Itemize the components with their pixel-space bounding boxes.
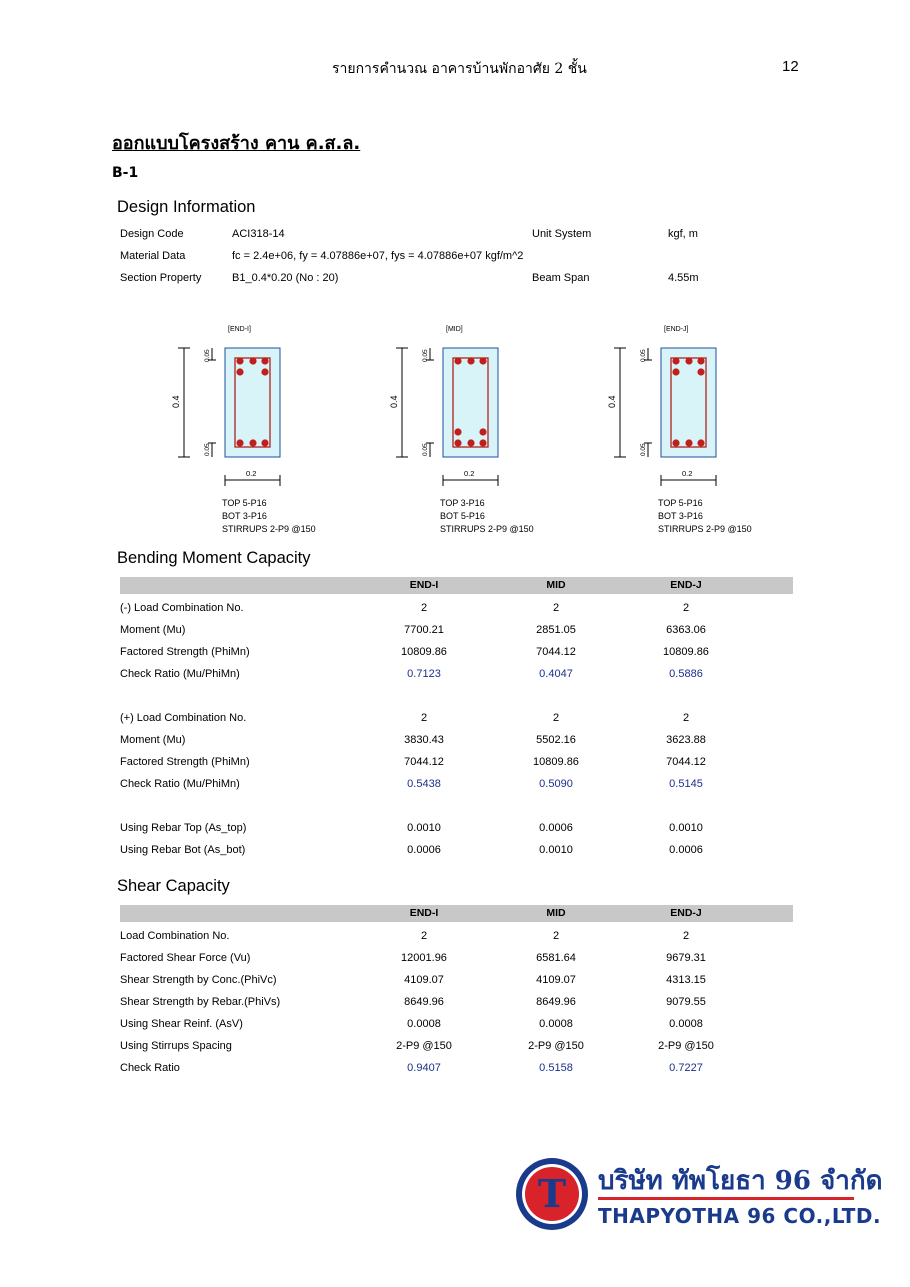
table-row [120, 729, 793, 751]
row-label: (-) Load Combination No. [120, 602, 244, 614]
top-rebar-text: TOP 3-P16 [440, 498, 485, 508]
cell-value: 2 [552, 602, 560, 614]
cell-value: 0.5438 [407, 778, 441, 790]
row-label: Load Combination No. [120, 930, 230, 942]
bottom-rebar-text: BOT 3-P16 [222, 511, 267, 521]
row-label: Shear Strength by Conc.(PhiVc) [120, 974, 277, 986]
bottom-rebar [672, 439, 679, 446]
top-rebar [672, 368, 679, 375]
top-rebar-text: TOP 5-P16 [658, 498, 703, 508]
cell-value: 0.5090 [539, 778, 573, 790]
height-label: 0.4 [171, 395, 181, 408]
cell-value: 0.0010 [407, 822, 441, 834]
unit-system-value: kgf, m [668, 228, 698, 240]
height-label: 0.4 [389, 395, 399, 408]
row-label: Moment (Mu) [120, 624, 186, 636]
stirrups-text: STIRRUPS 2-P9 @150 [222, 524, 316, 534]
cell-value: 9079.55 [666, 996, 706, 1008]
cell-value: 2 [552, 930, 560, 942]
cover-bottom-label: 0.05 [422, 443, 429, 456]
cell-value: 0.7227 [669, 1062, 703, 1074]
cell-value: 2 [420, 930, 428, 942]
cell-value: 0.0010 [539, 844, 573, 856]
cell-value: 3830.43 [404, 734, 444, 746]
row-label: Shear Strength by Rebar.(PhiVs) [120, 996, 281, 1008]
section-property-label: Section Property [120, 272, 202, 284]
bending-table-header [120, 577, 793, 594]
cell-value: 4109.07 [536, 974, 576, 986]
beam-section-diagram [389, 320, 592, 535]
cell-value: 4109.07 [404, 974, 444, 986]
cell-value: 6581.64 [536, 952, 576, 964]
cell-value: 12001.96 [401, 952, 447, 964]
cell-value: 2 [682, 602, 690, 614]
cover-top-label: 0.05 [204, 349, 211, 362]
bending-table [120, 577, 793, 861]
height-label: 0.4 [607, 395, 617, 408]
table-row [120, 925, 793, 947]
cell-value: 2851.05 [536, 624, 576, 636]
company-name-thai: บริษัท ทัพโยธา 96 จำกัด [598, 1166, 883, 1196]
cell-value: 10809.86 [663, 646, 709, 658]
cell-value: 2-P9 @150 [396, 1040, 452, 1052]
cell-value: 0.5886 [669, 668, 703, 680]
row-label: Check Ratio [120, 1062, 180, 1074]
cell-value: 0.5158 [539, 1062, 573, 1074]
logo-divider [598, 1197, 854, 1200]
bottom-rebar [697, 439, 704, 446]
design-info-heading: Design Information [117, 198, 256, 216]
top-rebar [672, 357, 679, 364]
col-end-i: END-I [409, 579, 439, 591]
cell-value: 2 [420, 712, 428, 724]
document-title: รายการคำนวณ อาคารบ้านพักอาศัย 2 ชั้น [332, 61, 587, 77]
col-end-j: END-J [670, 907, 702, 919]
cell-value: 2-P9 @150 [658, 1040, 714, 1052]
beam-span-label: Beam Span [532, 272, 590, 284]
top-rebar [479, 357, 486, 364]
cell-value: 0.0006 [407, 844, 441, 856]
unit-system-label: Unit System [532, 228, 592, 240]
top-rebar [249, 357, 256, 364]
table-row [120, 641, 793, 663]
col-end-i: END-I [409, 907, 439, 919]
cell-value: 0.0006 [539, 822, 573, 834]
cell-value: 2 [682, 930, 690, 942]
bottom-rebar-text: BOT 3-P16 [658, 511, 703, 521]
table-row [120, 947, 793, 969]
table-row [120, 817, 793, 839]
table-row [120, 751, 793, 773]
cell-value: 0.5145 [669, 778, 703, 790]
cell-value: 2 [682, 712, 690, 724]
table-row [120, 773, 793, 795]
page-number: 12 [782, 58, 799, 75]
stirrups-text: STIRRUPS 2-P9 @150 [440, 524, 534, 534]
width-label: 0.2 [682, 469, 693, 478]
cover-top-label: 0.05 [640, 349, 647, 362]
stirrups-text: STIRRUPS 2-P9 @150 [658, 524, 752, 534]
row-label: Factored Shear Force (Vu) [120, 952, 251, 964]
bottom-rebar [236, 439, 243, 446]
cell-value: 0.0008 [539, 1018, 573, 1030]
cell-value: 0.0008 [669, 1018, 703, 1030]
shear-table-header [120, 905, 793, 922]
top-rebar [236, 357, 243, 364]
bottom-rebar-text: BOT 5-P16 [440, 511, 485, 521]
row-label: Check Ratio (Mu/PhiMn) [120, 778, 240, 790]
top-rebar [697, 357, 704, 364]
material-value: fc = 2.4e+06, fy = 4.07886e+07, fys = 4.07886e+07 kgf/m^2 [232, 250, 524, 262]
table-row [120, 597, 793, 619]
table-row [120, 1013, 793, 1035]
row-label: Factored Strength (PhiMn) [120, 646, 250, 658]
top-rebar [236, 368, 243, 375]
cell-value: 0.9407 [407, 1062, 441, 1074]
cell-value: 10809.86 [401, 646, 447, 658]
table-row [120, 707, 793, 729]
cell-value: 0.0010 [669, 822, 703, 834]
table-row [120, 969, 793, 991]
table-row [120, 1035, 793, 1057]
cell-value: 2-P9 @150 [528, 1040, 584, 1052]
cell-value: 10809.86 [533, 756, 579, 768]
beam-section-diagram [171, 320, 374, 535]
top-rebar [454, 357, 461, 364]
bottom-rebar [467, 439, 474, 446]
table-row [120, 663, 793, 685]
company-logo [515, 1157, 589, 1231]
row-label: Using Rebar Top (As_top) [120, 822, 247, 834]
row-label: (+) Load Combination No. [120, 712, 247, 724]
material-label: Material Data [120, 250, 186, 262]
top-rebar-text: TOP 5-P16 [222, 498, 267, 508]
table-row [120, 991, 793, 1013]
bottom-rebar [685, 439, 692, 446]
top-rebar [685, 357, 692, 364]
row-label: Using Stirrups Spacing [120, 1040, 232, 1052]
section-label: [END-I] [228, 326, 251, 333]
row-label: Using Shear Reinf. (AsV) [120, 1018, 243, 1030]
row-label: Moment (Mu) [120, 734, 186, 746]
cell-value: 2 [552, 712, 560, 724]
section-property-value: B1_0.4*0.20 (No : 20) [232, 272, 339, 284]
cell-value: 6363.06 [666, 624, 706, 636]
row-label: Factored Strength (PhiMn) [120, 756, 250, 768]
cell-value: 0.7123 [407, 668, 441, 680]
cover-top-label: 0.05 [422, 349, 429, 362]
cell-value: 3623.88 [666, 734, 706, 746]
cell-value: 0.0006 [669, 844, 703, 856]
bottom-rebar [454, 439, 461, 446]
row-label: Using Rebar Bot (As_bot) [120, 844, 246, 856]
cover-bottom-label: 0.05 [204, 443, 211, 456]
top-rebar [261, 368, 268, 375]
col-mid: MID [546, 579, 566, 591]
design-code-value: ACI318-14 [232, 228, 285, 240]
col-end-j: END-J [670, 579, 702, 591]
width-label: 0.2 [246, 469, 257, 478]
cell-value: 7044.12 [404, 756, 444, 768]
top-rebar [697, 368, 704, 375]
row-label: Check Ratio (Mu/PhiMn) [120, 668, 240, 680]
top-rebar [467, 357, 474, 364]
col-mid: MID [546, 907, 566, 919]
logo-emblem-icon [515, 1157, 589, 1231]
bottom-rebar [454, 428, 461, 435]
cell-value: 9679.31 [666, 952, 706, 964]
bottom-rebar [249, 439, 256, 446]
bending-heading: Bending Moment Capacity [117, 549, 311, 567]
cell-value: 0.0008 [407, 1018, 441, 1030]
cell-value: 2 [420, 602, 428, 614]
design-code-label: Design Code [120, 228, 184, 240]
cell-value: 5502.16 [536, 734, 576, 746]
shear-heading: Shear Capacity [117, 877, 230, 895]
cell-value: 7044.12 [536, 646, 576, 658]
cell-value: 8649.96 [536, 996, 576, 1008]
bottom-rebar [261, 439, 268, 446]
company-name-english: THAPYOTHA 96 CO.,LTD. [598, 1204, 882, 1228]
table-row [120, 839, 793, 861]
cell-value: 4313.15 [666, 974, 706, 986]
table-row [120, 1057, 793, 1079]
cell-value: 7044.12 [666, 756, 706, 768]
table-row [120, 619, 793, 641]
cell-value: 0.4047 [539, 668, 573, 680]
bottom-rebar [479, 428, 486, 435]
cell-value: 7700.21 [404, 624, 444, 636]
section-label: [MID] [446, 326, 463, 333]
top-rebar [261, 357, 268, 364]
section-title: ออกแบบโครงสร้าง คาน ค.ส.ล. [112, 133, 361, 154]
logo-letter: T [537, 1171, 567, 1216]
cover-bottom-label: 0.05 [640, 443, 647, 456]
beam-section-diagram [607, 320, 810, 535]
bottom-rebar [479, 439, 486, 446]
cell-value: 8649.96 [404, 996, 444, 1008]
beam-span-value: 4.55m [668, 272, 699, 284]
section-label: [END-J] [664, 326, 689, 333]
shear-table [120, 905, 793, 1079]
width-label: 0.2 [464, 469, 475, 478]
beam-id: B-1 [112, 165, 139, 181]
